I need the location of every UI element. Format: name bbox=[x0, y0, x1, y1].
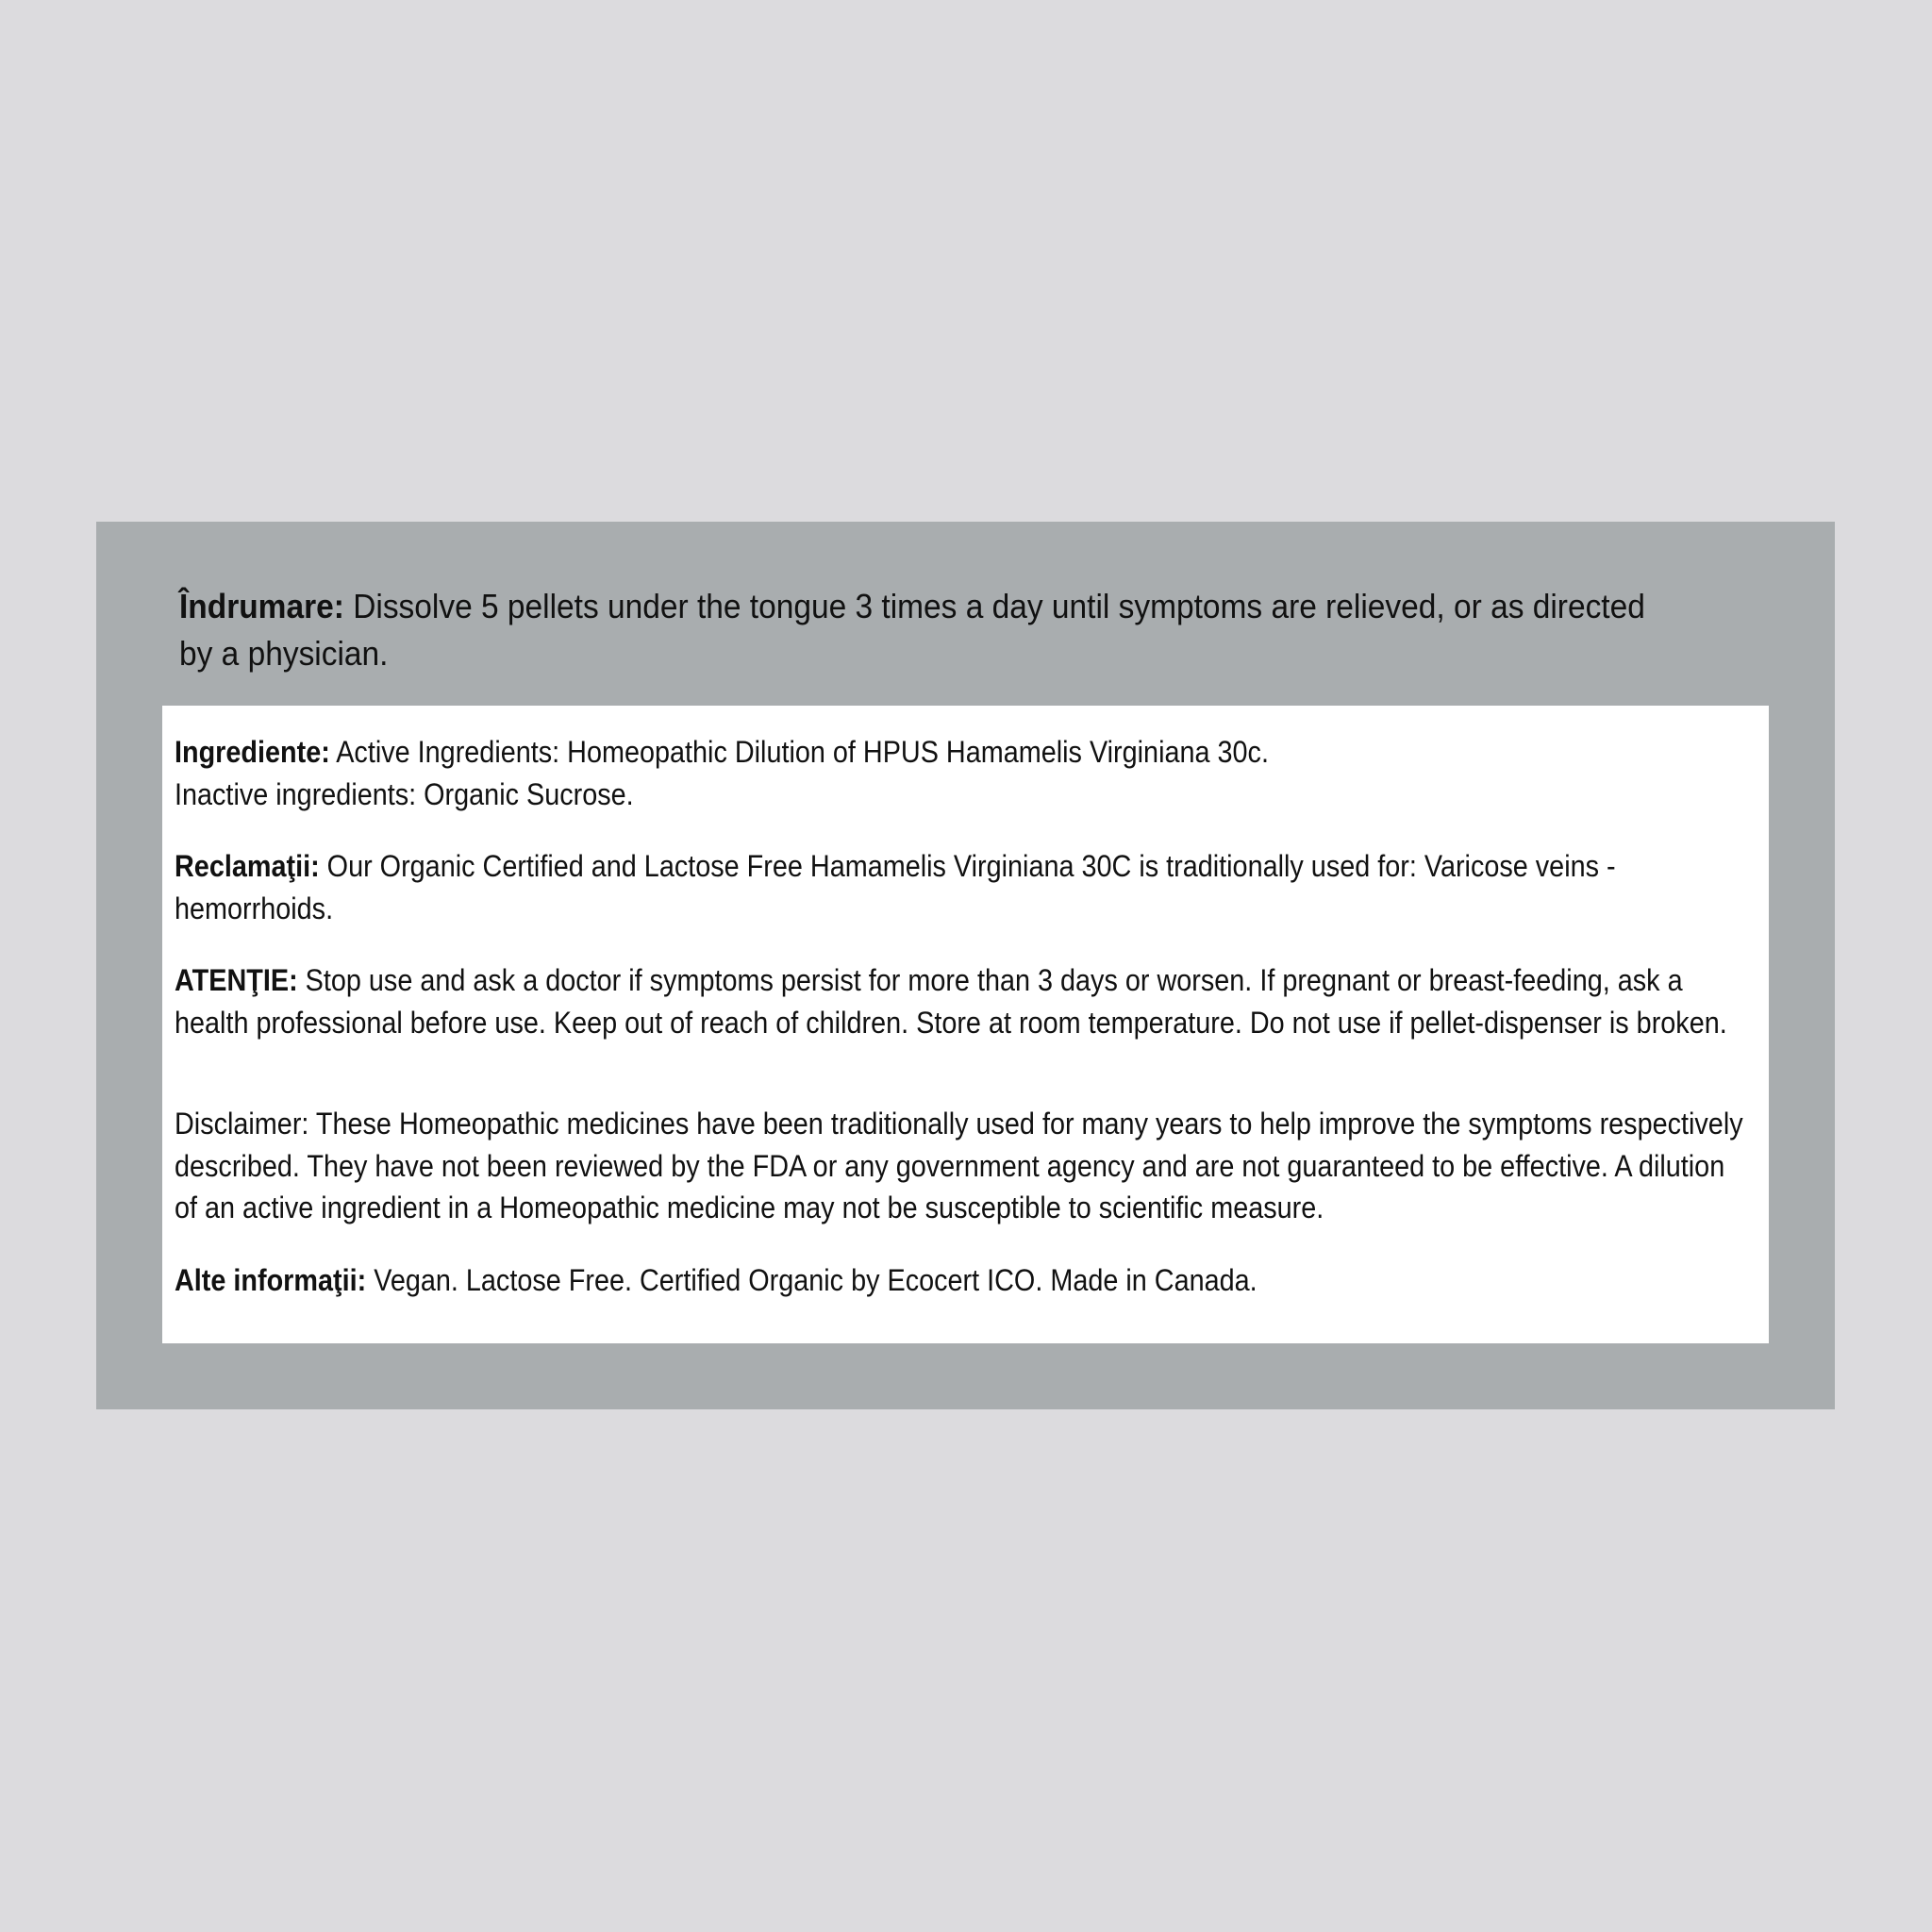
directions-text: Dissolve 5 pellets under the tongue 3 times a day until symptoms are relieved, or as directed by a physician. bbox=[179, 587, 1645, 673]
supplement-label-panel bbox=[96, 522, 1835, 1409]
warning-text: Stop use and ask a doctor if symptoms persist for more than 3 days or worsen. If pregnant or breast-feeding, ask a health professional before use. Keep out of reach of children. Store at room temperature. Do not use if pellet-dispenser is broken. bbox=[175, 963, 1727, 1040]
warning-section bbox=[175, 959, 1745, 1043]
inactive-ingredients-text: Inactive ingredients: Organic Sucrose. bbox=[175, 776, 634, 811]
other-info-section bbox=[175, 1259, 1745, 1302]
directions-heading: Îndrumare: bbox=[179, 587, 344, 625]
ingredients-heading: Ingrediente: bbox=[175, 735, 330, 769]
ingredients-section bbox=[175, 731, 1745, 815]
disclaimer-section bbox=[175, 1103, 1745, 1229]
disclaimer-text: Disclaimer: These Homeopathic medicines have been traditionally used for many years to help improve the symptoms respectively described. They have not been reviewed by the FDA or any government agency and are not guaranteed to be effective. A dilution of an active ingredient in a Homeopathic medicine may not be susceptible to scientific measure. bbox=[175, 1107, 1743, 1224]
claims-text: Our Organic Certified and Lactose Free Hamamelis Virginiana 30C is traditionally used for: Varicose veins - hemorrhoids. bbox=[175, 849, 1616, 925]
other-info-heading: Alte informaţii: bbox=[175, 1262, 367, 1297]
active-ingredients-text: Active Ingredients: Homeopathic Dilution of HPUS Hamamelis Virginiana 30c. bbox=[336, 735, 1269, 769]
directions-section bbox=[179, 583, 1653, 677]
claims-section bbox=[175, 845, 1745, 929]
warning-heading: ATENŢIE: bbox=[175, 963, 298, 997]
product-info-box bbox=[162, 706, 1769, 1343]
other-info-text: Vegan. Lactose Free. Certified Organic by Ecocert ICO. Made in Canada. bbox=[374, 1262, 1257, 1297]
product-info-content bbox=[175, 731, 1745, 1301]
claims-heading: Reclamaţii: bbox=[175, 849, 320, 883]
